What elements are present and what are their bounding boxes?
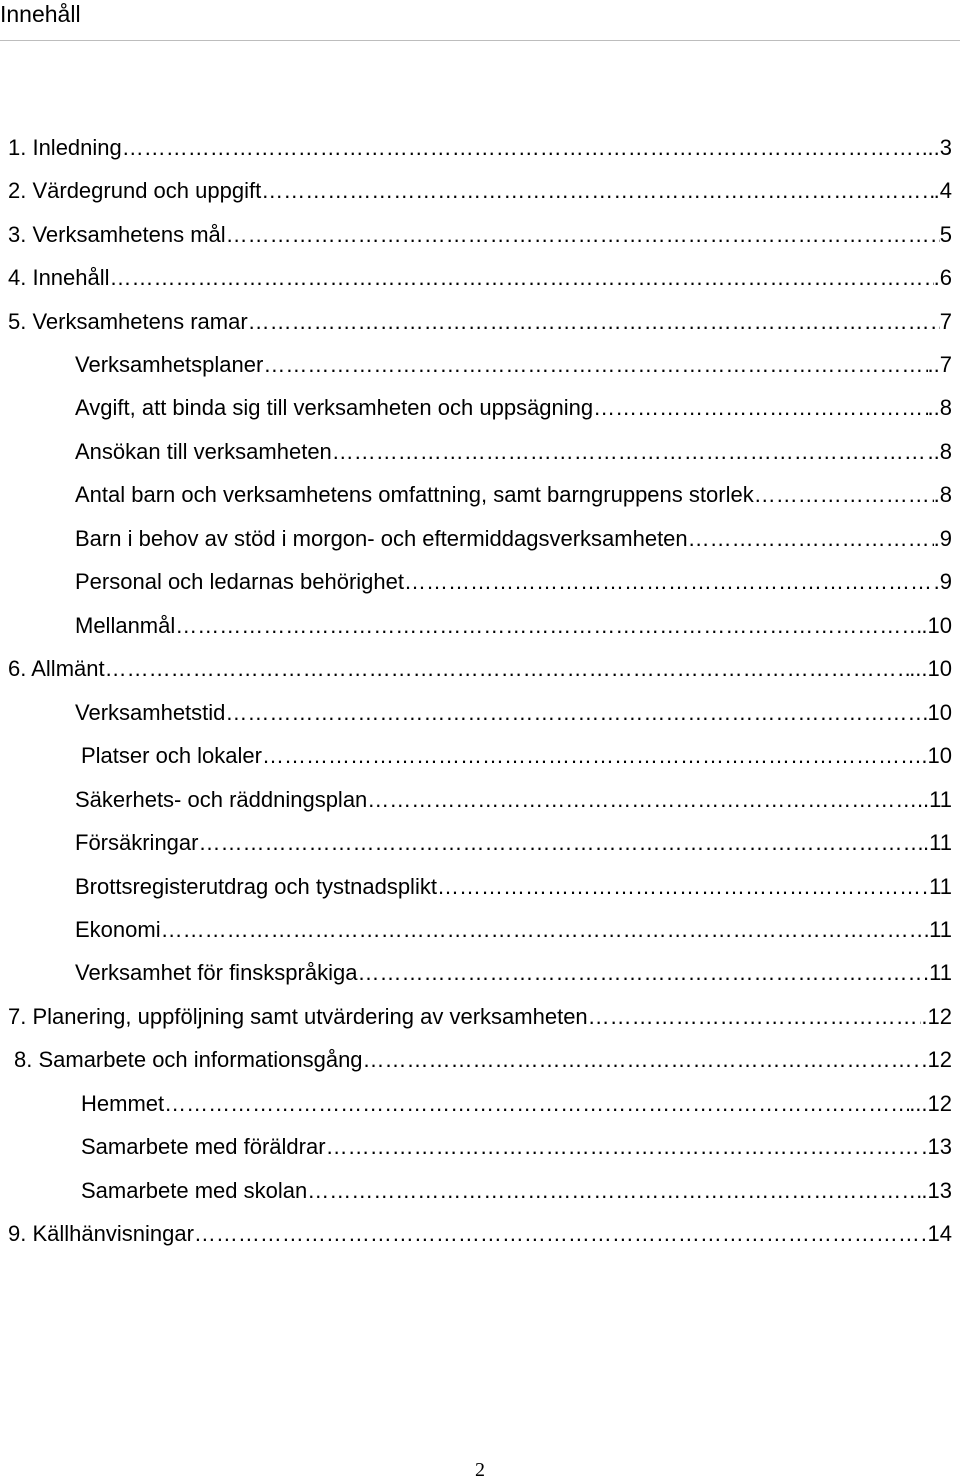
toc-entry-label: Försäkringar bbox=[75, 830, 199, 855]
toc-entry-label: Platser och lokaler bbox=[81, 743, 262, 768]
toc-entry-label: 6. Allmänt bbox=[8, 656, 105, 681]
toc-leader bbox=[404, 567, 934, 597]
toc-leader bbox=[105, 654, 910, 684]
toc-entry[interactable] bbox=[81, 741, 952, 771]
toc-entry[interactable] bbox=[8, 220, 952, 250]
toc-entry[interactable] bbox=[81, 1176, 952, 1206]
toc-entry-page: 10 bbox=[927, 700, 952, 725]
toc-entry-page: ..11 bbox=[916, 787, 952, 812]
toc-entry[interactable] bbox=[75, 915, 952, 945]
toc-entry[interactable] bbox=[75, 828, 952, 858]
toc-entry-label: Samarbete med föräldrar bbox=[81, 1134, 326, 1159]
toc-entry-page: .6 bbox=[933, 265, 952, 290]
toc-entry[interactable] bbox=[75, 958, 952, 988]
toc-leader bbox=[226, 220, 940, 250]
toc-entry-page: ...12 bbox=[909, 1091, 952, 1116]
toc-entry-label: 3. Verksamhetens mål bbox=[8, 222, 226, 247]
toc-entry-page: 5 bbox=[939, 222, 952, 247]
toc-entry-page: ..3 bbox=[927, 135, 952, 160]
toc-leader bbox=[367, 785, 917, 815]
toc-entry-page: .4 bbox=[933, 178, 952, 203]
toc-entry-page: .9 bbox=[933, 569, 952, 594]
toc-entry-page: .11 bbox=[923, 960, 952, 985]
toc-entry[interactable] bbox=[8, 176, 952, 206]
toc-entry-label: Säkerhets- och räddningsplan bbox=[75, 787, 368, 812]
toc-leader bbox=[332, 437, 928, 467]
toc-entry[interactable] bbox=[81, 1132, 952, 1162]
toc-entry[interactable] bbox=[75, 524, 952, 554]
toc-entry[interactable] bbox=[8, 1219, 952, 1249]
toc-entry-page: ..7 bbox=[927, 352, 952, 377]
toc-entry[interactable] bbox=[75, 437, 952, 467]
toc-entry-page: .13 bbox=[921, 1134, 952, 1159]
toc-entry-page: .12 bbox=[921, 1004, 952, 1029]
toc-entry[interactable] bbox=[75, 393, 952, 423]
heading-divider bbox=[0, 40, 960, 41]
toc-leader bbox=[593, 393, 927, 423]
toc-entry-page: ..8 bbox=[927, 395, 952, 420]
toc-entry[interactable] bbox=[8, 133, 952, 163]
toc-entry-page: 7 bbox=[939, 309, 952, 334]
toc-leader bbox=[110, 263, 934, 293]
toc-entry-label: Verksamhet för finskspråkiga bbox=[75, 960, 358, 985]
toc-entry-label: Avgift, att binda sig till verksamheten och uppsägning bbox=[75, 395, 594, 420]
toc-entry-label: Verksamhetsplaner bbox=[75, 352, 264, 377]
toc-entry-page: .11 bbox=[923, 830, 952, 855]
toc-entry[interactable] bbox=[75, 480, 952, 510]
toc-leader bbox=[307, 1176, 921, 1206]
toc-leader bbox=[262, 741, 921, 771]
toc-entry-page: .10 bbox=[921, 743, 952, 768]
toc-leader bbox=[263, 350, 927, 380]
toc-leader bbox=[248, 307, 940, 337]
toc-entry[interactable] bbox=[8, 307, 952, 337]
contents-heading: Innehåll bbox=[0, 1, 81, 27]
toc-entry[interactable] bbox=[8, 263, 952, 293]
toc-leader bbox=[326, 1132, 922, 1162]
toc-entry-label: Verksamhetstid bbox=[75, 700, 226, 725]
toc-entry-label: 5. Verksamhetens ramar bbox=[8, 309, 248, 334]
toc-entry-label: Ansökan till verksamheten bbox=[75, 439, 332, 464]
toc-entry-label: Hemmet bbox=[81, 1091, 165, 1116]
toc-entry-page: ..8 bbox=[927, 439, 952, 464]
toc-entry-label: Brottsregisterutdrag och tystnadsplikt bbox=[75, 874, 437, 899]
toc-entry-page: .9 bbox=[933, 526, 952, 551]
toc-entry-page: 11 bbox=[929, 874, 952, 899]
toc-leader bbox=[363, 1045, 922, 1075]
toc-leader bbox=[754, 480, 934, 510]
toc-entry[interactable] bbox=[75, 872, 952, 902]
toc-entry-label: 2. Värdegrund och uppgift bbox=[8, 178, 262, 203]
toc-leader bbox=[225, 698, 927, 728]
toc-entry-label: 1. Inledning bbox=[8, 135, 122, 160]
toc-entry[interactable] bbox=[14, 1045, 952, 1075]
toc-entry[interactable] bbox=[75, 698, 952, 728]
toc-entry-page: 11 bbox=[929, 917, 952, 942]
toc-entry-page: .8 bbox=[933, 482, 952, 507]
toc-leader bbox=[688, 524, 934, 554]
toc-leader bbox=[164, 1089, 909, 1119]
toc-entry-label: Barn i behov av stöd i morgon- och eftermiddagsverksamheten bbox=[75, 526, 688, 551]
toc-entry-label: 9. Källhänvisningar bbox=[8, 1221, 194, 1246]
toc-leader bbox=[175, 611, 921, 641]
page-number: 2 bbox=[475, 1459, 485, 1481]
toc-entry-label: 4. Innehåll bbox=[8, 265, 110, 290]
toc-leader bbox=[198, 828, 923, 858]
toc-leader bbox=[261, 176, 933, 206]
toc-leader bbox=[437, 872, 929, 902]
toc-entry-page: ...10 bbox=[909, 656, 952, 681]
toc-leader bbox=[122, 133, 928, 163]
toc-entry-label: Mellanmål bbox=[75, 613, 176, 638]
toc-leader bbox=[357, 958, 923, 988]
toc-entry-label: Samarbete med skolan bbox=[81, 1178, 308, 1203]
toc-entry[interactable] bbox=[75, 350, 952, 380]
toc-entry[interactable] bbox=[75, 785, 952, 815]
toc-entry-label: Personal och ledarnas behörighet bbox=[75, 569, 405, 594]
toc-entry-page: .12 bbox=[921, 1047, 952, 1072]
toc-entry-page: .13 bbox=[921, 1178, 952, 1203]
toc-entry-label: 7. Planering, uppföljning samt utvärdering av verksamheten bbox=[8, 1004, 588, 1029]
toc-leader bbox=[588, 1002, 922, 1032]
toc-entry-page: .10 bbox=[921, 613, 952, 638]
toc-entry-label: 8. Samarbete och informationsgång bbox=[14, 1047, 363, 1072]
toc-entry[interactable] bbox=[81, 1089, 952, 1119]
toc-leader bbox=[161, 915, 930, 945]
toc-entry-label: Antal barn och verksamhetens omfattning, samt barngruppens storlek bbox=[75, 482, 754, 507]
toc-entry-page: 14 bbox=[927, 1221, 952, 1246]
toc-entry[interactable] bbox=[75, 611, 952, 641]
toc-entry[interactable] bbox=[8, 1002, 952, 1032]
toc-leader bbox=[194, 1219, 928, 1249]
toc-entry[interactable] bbox=[75, 567, 952, 597]
toc-entry[interactable] bbox=[8, 654, 952, 684]
toc-entry-label: Ekonomi bbox=[75, 917, 161, 942]
